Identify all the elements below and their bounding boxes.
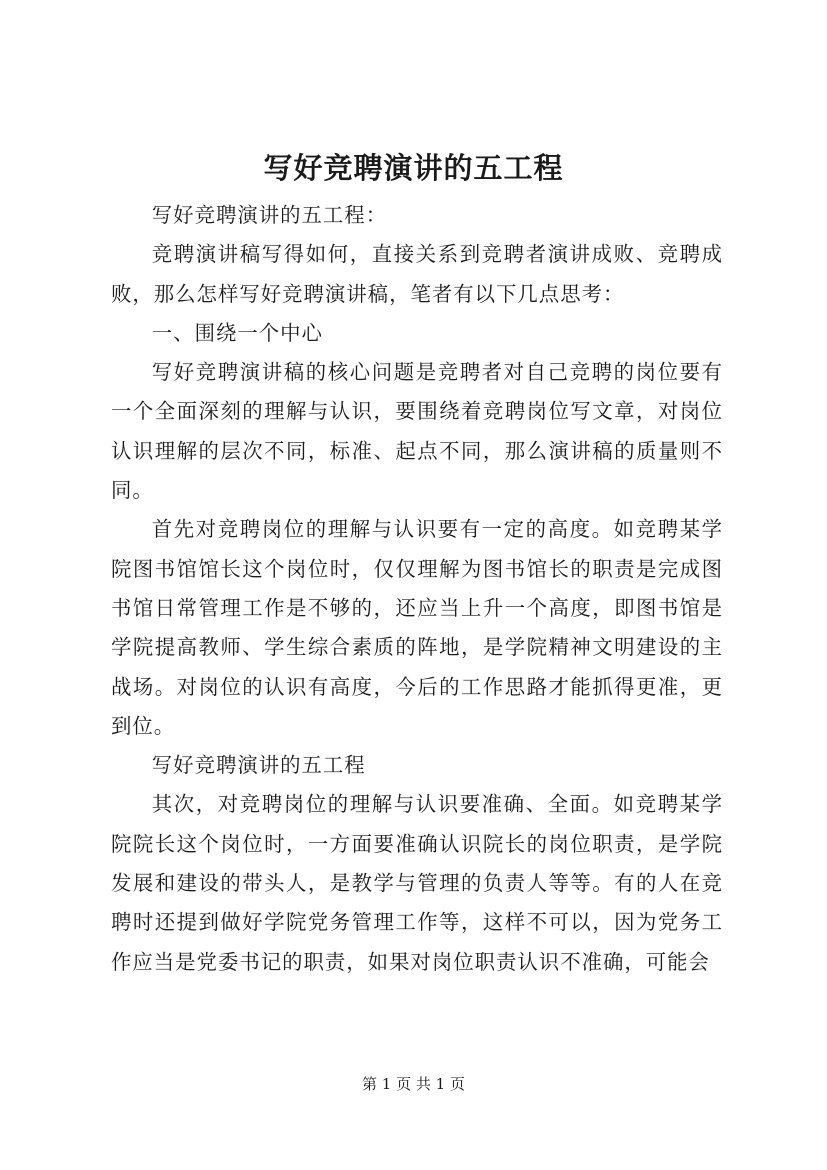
paragraph-repeated-title: 写好竞聘演讲的五工程 [151,753,366,778]
paragraph-second-point: 其次，对竞聘岗位的理解与认识要准确、全面。如竞聘某学院院长这个岗位时，一方面要准确认识院长的岗位职责，是学院发展和建设的带头人，是教学与管理的负责人等等。有的人在竞聘时还提到做好学院党务管理工作等，这样不可以，因为党务工作应当是党委书记的职责，如果对岗位职责认识不准确，可能会 [111,792,723,974]
paragraph-intro: 竞聘演讲稿写得如何，直接关系到竞聘者演讲成败、竞聘成败，那么怎样写好竞聘演讲稿，笔者有以下几点思考： [111,242,723,306]
page-number-footer: 第 1 页 共 1 页 [362,1075,465,1093]
paragraph-first-point: 首先对竞聘岗位的理解与认识要有一定的高度。如竞聘某学院图书馆馆长这个岗位时，仅仅理解为图书馆长的职责是完成图书馆日常管理工作是不够的，还应当上升一个高度，即图书馆是学院提高教师、学生综合素质的阵地，是学院精神文明建设的主战场。对岗位的认识有高度，今后的工作思路才能抓得更准，更到位。 [111,517,723,738]
document-title: 写好竞聘演讲的五工程 [263,151,564,185]
section-heading-1: 一、围绕一个中心 [151,320,323,345]
document-body [111,196,723,982]
paragraph-subtitle: 写好竞聘演讲的五工程： [151,203,388,227]
paragraph-core-issue: 写好竞聘演讲稿的核心问题是竞聘者对自己竞聘的岗位要有一个全面深刻的理解与认识，要围绕着竞聘岗位写文章，对岗位认识理解的层次不同，标准、起点不同，那么演讲稿的质量则不同。 [111,360,723,503]
